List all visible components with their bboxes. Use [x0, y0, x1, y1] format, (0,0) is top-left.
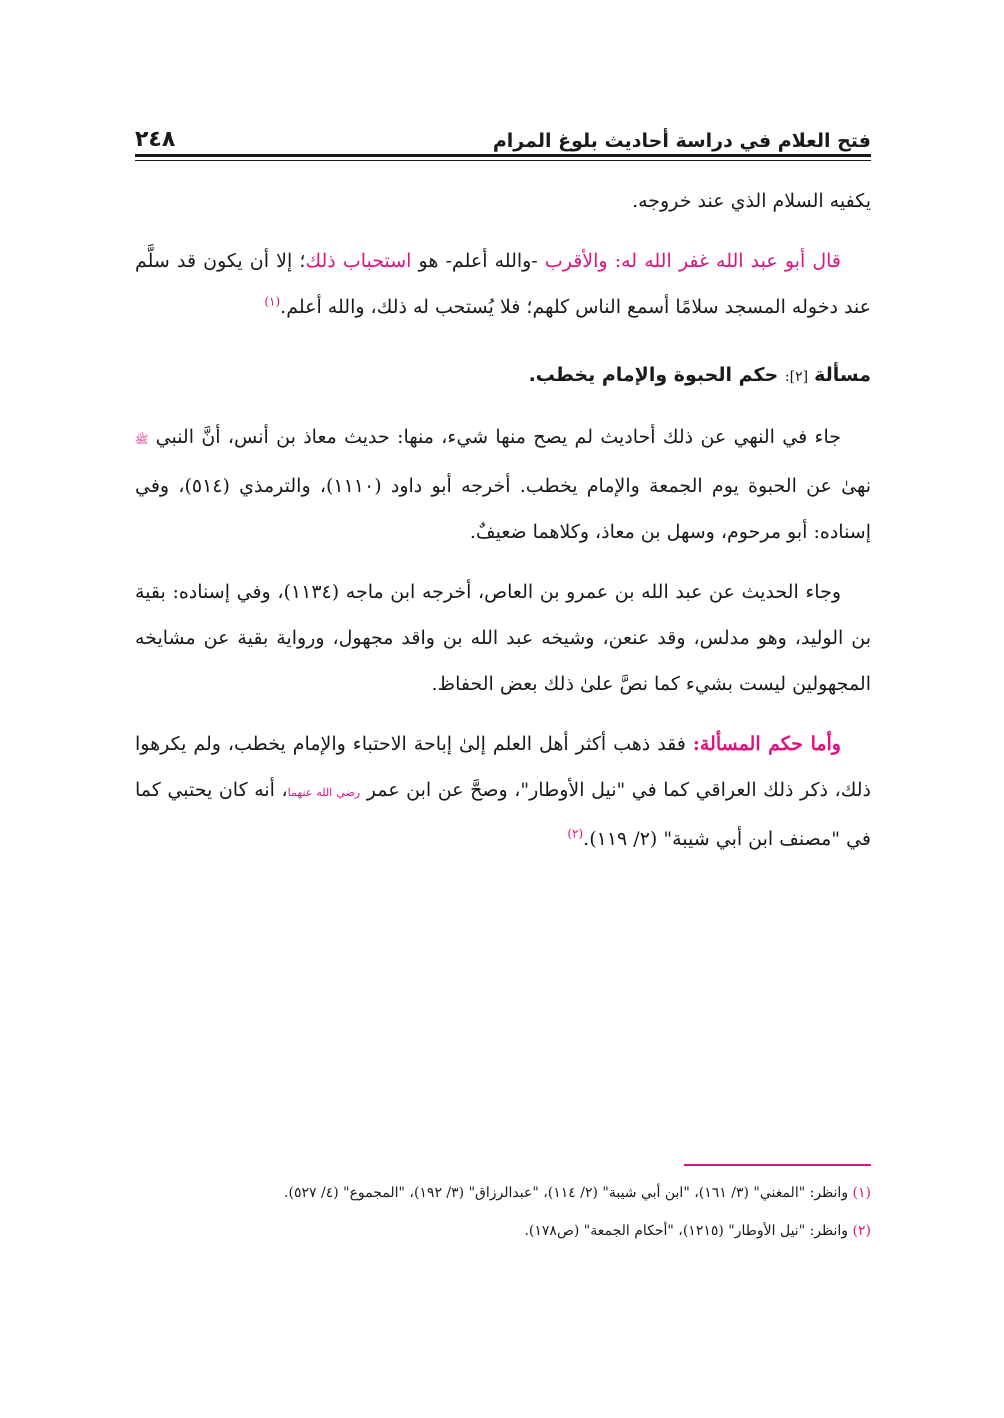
- page-number: ٢٤٨: [135, 127, 176, 152]
- paragraph-4: وجاء الحديث عن عبد الله بن عمرو بن العاص، أخرجه ابن ماجه (١١٣٤)، وفي إسناده: بقية بن الوليد، وهو مدلس، وقد عنعن، وشيخه عبد الله بن واقد مجهول، ورواية بقية عن مشايخه المجهولين ليست بشيء كما نصَّ علىٰ ذلك بعض الحفاظ.: [135, 581, 871, 695]
- author-comment-label: قال أبو عبد الله غفر الله له: والأقرب: [544, 250, 842, 272]
- header-rule-thick: [135, 154, 871, 157]
- salawat-glyph: ﷺ: [135, 433, 149, 446]
- page-body: [135, 178, 871, 862]
- radiallahu-glyph: رضي الله عنهما: [287, 786, 361, 799]
- header-rule-thin: [135, 160, 871, 161]
- paragraph-3-b: نهىٰ عن الحبوة يوم الجمعة والإمام يخطب. أخرجه أبو داود (١١١٠)، والترمذي (٥١٤)، وفي إسناده: أبو مرحوم، وسهل بن معاذ، وكلاهما ضعيفٌ.: [135, 475, 871, 543]
- issue-label: مسألة: [814, 364, 871, 386]
- paragraph-2-highlight: استحباب ذلك: [305, 250, 412, 272]
- paragraph-3-a: جاء في النهي عن ذلك أحاديث لم يصح منها شيء، منها: حديث معاذ بن أنس، أنَّ النبي: [148, 426, 841, 448]
- footnote-ref-2[interactable]: (٢): [567, 826, 584, 841]
- paragraph-2-mid: -والله أعلم- هو: [411, 250, 545, 272]
- issue-tag: [٢]:: [784, 369, 809, 385]
- footnote-1: [135, 1180, 871, 1206]
- paragraph-5-b: ، أنه كان يحتبي كما في "مصنف ابن أبي شيبة" (٢/ ١١٩).: [135, 779, 871, 850]
- paragraph-5-a: فقد ذهب أكثر أهل العلم إلىٰ إباحة الاحتباء والإمام يخطب، ولم يكرهوا ذلك، ذكر ذلك العراقي كما في "نيل الأوطار"، وصحَّ عن ابن عمر: [135, 733, 871, 801]
- paragraph-5: [135, 721, 871, 862]
- page-header: [135, 112, 871, 152]
- paragraph-1: يكفيه السلام الذي عند خروجه.: [632, 190, 871, 212]
- footnote-1-number: (١): [852, 1185, 871, 1201]
- running-title: فتح العلام في دراسة أحاديث بلوغ المرام: [492, 130, 871, 152]
- paragraph-2: [135, 238, 871, 330]
- ruling-label: وأما حكم المسألة:: [692, 733, 841, 755]
- footnote-rule: [684, 1164, 871, 1166]
- footnote-1-text: وانظر: "المغني" (٣/ ١٦١)، "ابن أبي شيبة" (٢/ ١١٤)، "عبدالرزاق" (٣/ ١٩٢)، "المجموع" (٤/ ٥٢٧).: [284, 1185, 853, 1201]
- footnotes: [135, 1180, 871, 1244]
- issue-heading: [135, 352, 871, 400]
- paragraph-2-rest: ؛ إلا أن يكون قد سلَّم عند دخوله المسجد سلامًا أسمع الناس كلهم؛ فلا يُستحب له ذلك، والله أعلم.: [135, 250, 871, 318]
- footnote-ref-1[interactable]: (١): [264, 294, 281, 309]
- footnote-2: [135, 1218, 871, 1244]
- footnote-2-number: (٢): [852, 1223, 871, 1239]
- issue-title: حكم الحبوة والإمام يخطب.: [528, 364, 785, 386]
- footnote-2-text: وانظر: "نيل الأوطار" (١٢١٥)، "أحكام الجمعة" (ص١٧٨).: [524, 1223, 853, 1239]
- paragraph-3: [135, 414, 871, 555]
